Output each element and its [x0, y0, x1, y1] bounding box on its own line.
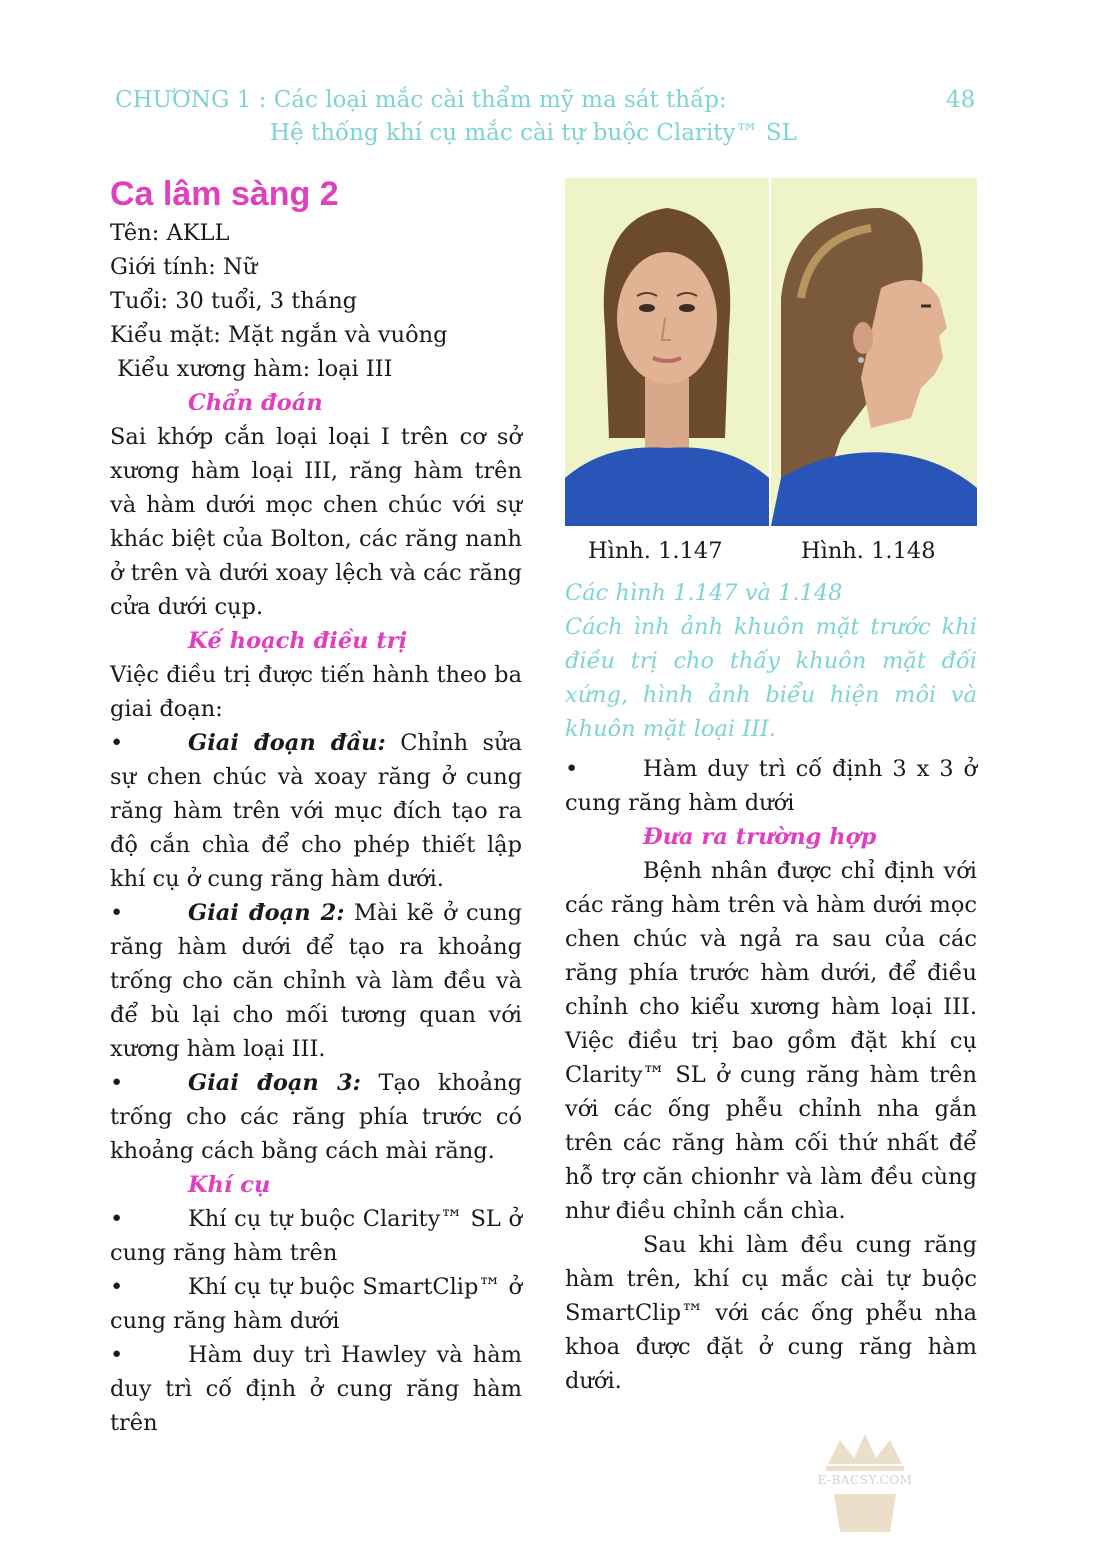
profile-face-illustration [771, 178, 977, 526]
frontal-face-illustration [565, 178, 769, 526]
diagnosis-text: Sai khớp cắn loại loại I trên cơ sở xương hàm loại III, răng hàm trên và hàm dưới mọc chen chúc với sự khác biệt của Bolton, các răng nanh ở trên và dưới xoay lệch và các răng cửa dưới cụp. [110, 424, 522, 620]
stage-2-label: Giai đoạn 2: [188, 900, 345, 926]
figure-label-1-148: Hình. 1.148 [801, 538, 936, 564]
running-header-chapter: CHƯƠNG 1 : Các loại mắc cài thẩm mỹ ma sát thấp: [115, 87, 727, 113]
diagnosis-heading: Chẩn đoán [188, 390, 323, 416]
right-column [565, 576, 977, 1398]
stage-1-label: Giai đoạn đầu: [188, 730, 386, 756]
bullet-dot: • [110, 1274, 124, 1300]
figure-label-1-147: Hình. 1.147 [588, 538, 723, 564]
patient-gender: Giới tính: Nữ [110, 254, 258, 280]
case-presentation-heading: Đưa ra trường hợp [643, 824, 877, 850]
appliance-item-text: Khí cụ tự buộc Clarity™ SL ở cung răng hàm trên [110, 1206, 522, 1266]
watermark-logo [810, 1428, 920, 1538]
case-title: Ca lâm sàng 2 [110, 175, 339, 213]
patient-jaw-type: Kiểu xương hàm: loại III [110, 356, 393, 382]
bullet-dot: • [110, 730, 124, 756]
appliance-item [110, 1338, 522, 1440]
appliance-item [110, 1202, 522, 1270]
patient-name: Tên: AKLL [110, 220, 230, 246]
figure-caption-title: Các hình 1.147 và 1.148 [565, 580, 843, 606]
case-presentation-paragraph-1: Bệnh nhân được chỉ định với các răng hàm trên và hàm dưới mọc chen chúc và ngả ra sau của các răng phía trước hàm dưới, để điều chỉnh cho kiểu xương hàm loại III. Việc điều trị bao gồm đặt khí cụ Clarity™ SL ở cung răng hàm trên với các ống phễu chỉnh nha gắn trên các răng hàm cối thứ nhất để hỗ trợ căn chionhr và làm đều cùng như điều chỉnh cắn chìa. [565, 858, 977, 1224]
bullet-dot: • [110, 900, 124, 926]
case-presentation-paragraph-2: Sau khi làm đều cung răng hàm trên, khí cụ mắc cài tự buộc SmartClip™ với các ống phễu nha khoa được đặt ở cung răng hàm dưới. [565, 1232, 977, 1394]
figure-caption-text: Cách ình ảnh khuôn mặt trước khi điều trị cho thấy khuôn mặt đối xứng, hình ảnh biểu hiện môi và khuôn mặt loại III. [565, 614, 977, 742]
appliance-item-text: Hàm duy trì Hawley và hàm duy trì cố định ở cung răng hàm trên [110, 1342, 522, 1436]
bullet-dot: • [110, 1342, 124, 1368]
stage-3-text: Tạo khoảng trống cho các răng phía trước có khoảng cách bằng cách mài răng. [110, 1070, 522, 1164]
running-header-subtitle: Hệ thống khí cụ mắc cài tự buộc Clarity™ SL [270, 120, 797, 146]
bullet-dot: • [110, 1070, 124, 1096]
watermark-text: E-BACSY.COM [817, 1473, 913, 1487]
stage-3-label: Giai đoạn 3: [188, 1070, 361, 1096]
stage-1-text: Chỉnh sửa sự chen chúc và xoay răng ở cung răng hàm trên với mục đích tạo ra độ cắn chìa để cho phép thiết lập khí cụ ở cung răng hàm dưới. [110, 730, 522, 892]
appliance-item-text: Hàm duy trì cố định 3 x 3 ở cung răng hàm dưới [565, 756, 977, 816]
bullet-dot: • [565, 756, 579, 782]
page-number: 48 [946, 87, 976, 113]
appliance-item-continued [565, 752, 977, 820]
figure-1-148-profile-photo [771, 178, 977, 526]
figure-1-147-frontal-photo [565, 178, 769, 526]
treatment-plan-heading: Kế hoạch điều trị [188, 628, 408, 654]
stage-1 [110, 726, 522, 896]
appliance-item-text: Khí cụ tự buộc SmartClip™ ở cung răng hàm dưới [110, 1274, 522, 1334]
patient-age: Tuổi: 30 tuổi, 3 tháng [110, 288, 358, 314]
treatment-plan-intro: Việc điều trị được tiến hành theo ba giai đoạn: [110, 662, 522, 722]
appliances-heading: Khí cụ [188, 1172, 271, 1198]
stage-2 [110, 896, 522, 1066]
bullet-dot: • [110, 1206, 124, 1232]
stage-3 [110, 1066, 522, 1168]
patient-face-type: Kiểu mặt: Mặt ngắn và vuông [110, 322, 448, 348]
left-column [110, 172, 522, 1440]
appliance-item [110, 1270, 522, 1338]
stage-2-text: Mài kẽ ở cung răng hàm dưới để tạo ra khoảng trống cho căn chỉnh và làm đều và để bù lại cho mối tương quan với xương hàm loại III. [110, 900, 522, 1062]
